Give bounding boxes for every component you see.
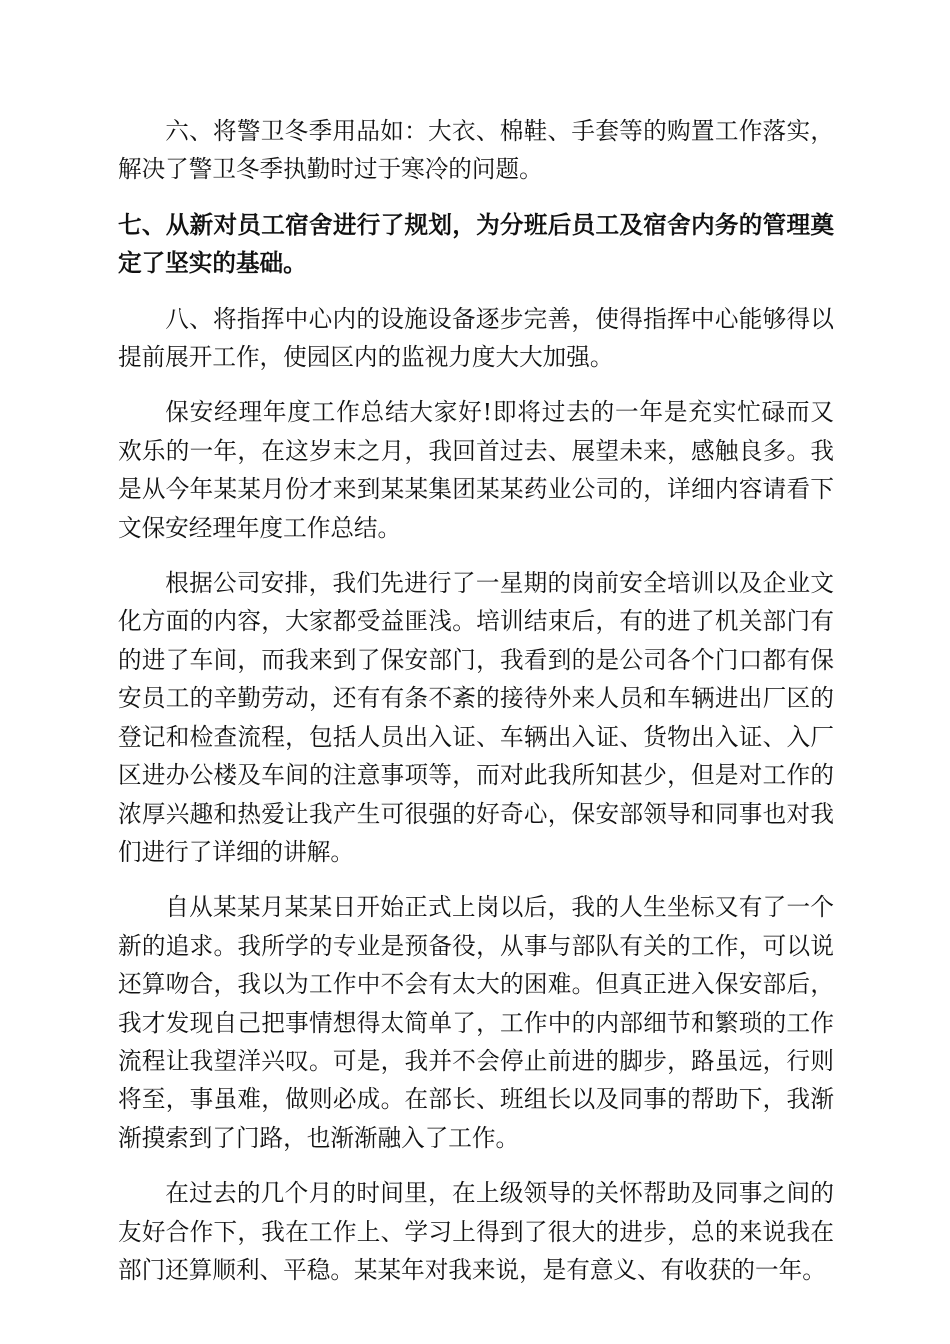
paragraph-item-6: 六、将警卫冬季用品如：大衣、棉鞋、手套等的购置工作落实，解决了警卫冬季执勤时过于寒冷的问题。 (118, 117, 834, 184)
paragraph-item-8: 八、将指挥中心内的设施设备逐步完善，使得指挥中心能够得以提前展开工作，使园区内的监视力度大大加强。 (118, 304, 834, 372)
paragraph-item-7-heading: 七、从新对员工宿舍进行了规划，为分班后员工及宿舍内务的管理奠定了坚实的基础。 (118, 210, 834, 278)
paragraph-conclusion: 在过去的几个月的时间里，在上级领导的关怀帮助及同事之间的友好合作下，我在工作上、学习上得到了很大的进步，总的来说我在部门还算顺利、平稳。某某年对我来说，是有意义、有收获的一年。 (118, 1179, 834, 1284)
document-page (118, 112, 834, 1289)
paragraph-training: 根据公司安排，我们先进行了一星期的岗前安全培训以及企业文化方面的内容，大家都受益匪浅。培训结束后，有的进了机关部门有的进了车间，而我来到了保安部门，我看到的是公司各个门口都有保安员工的辛勤劳动，还有有条不紊的接待外来人员和车辆进出厂区的登记和检查流程，包括人员出入证、车辆出入证、货物出入证、入厂区进办公楼及车间的注意事项等，而对此我所知甚少，但是对工作的浓厚兴趣和热爱让我产生可很强的好奇心，保安部领导和同事也对我们进行了详细的讲解。 (118, 569, 834, 866)
paragraph-onboarding: 自从某某月某某日开始正式上岗以后，我的人生坐标又有了一个新的追求。我所学的专业是预备役，从事与部队有关的工作，可以说还算吻合，我以为工作中不会有太大的困难。但真正进入保安部后，我才发现自己把事情想得太简单了，工作中的内部细节和繁琐的工作流程让我望洋兴叹。可是，我并不会停止前进的脚步，路虽远，行则将至，事虽难，做则必成。在部长、班组长以及同事的帮助下，我渐渐摸索到了门路，也渐渐融入了工作。 (118, 893, 834, 1152)
paragraph-summary-intro: 保安经理年度工作总结大家好!即将过去的一年是充实忙碌而又欢乐的一年，在这岁末之月，我回首过去、展望未来，感触良多。我是从今年某某月份才来到某某集团某某药业公司的，详细内容请看下文保安经理年度工作总结。 (118, 398, 834, 542)
